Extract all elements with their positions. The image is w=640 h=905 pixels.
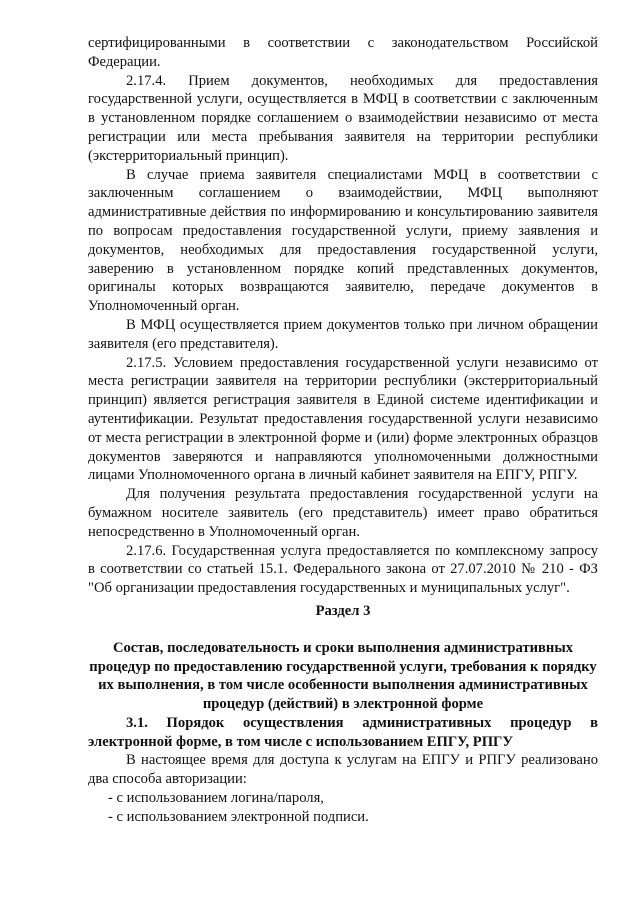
paragraph-2-17-5: 2.17.5. Условием предоставления государственной услуги независимо от места регистрации заявителя на территории республики (экстерриториальный принцип) является регистрация заявителя в Единой системе идентификации и аутентификации. Результат предоставления государственной услуги независимо от места регистрации в электронной форме и (или) форме электронных образцов документов заверяются и направляются уполномоченными должностными лицами Уполномоченного органа в личный кабинет заявителя на ЕПГУ, РПГУ. xyxy=(88,354,598,484)
section-heading: Состав, последовательность и сроки выполнения административных процедур по предоставлению государственной услуги, требования к порядку их выполнения, в том числе особенности выполнения административных процедур (действий) в электронной форме xyxy=(89,639,597,713)
paragraph-mfc-reception: В случае приема заявителя специалистами МФЦ в соответствии с заключенным соглашением о взаимодействии, МФЦ выполняют административные действия по информированию и консультированию заявителя по вопросам предоставления государственной услуги, приему заявления и документов, необходимых для предоставления государственной услуги, заверению в установленном порядке копий представленных документов, оригиналы которых возвращаются заявителю, передаче документов в Уполномоченный орган. xyxy=(88,166,598,315)
document-page xyxy=(88,34,598,827)
paragraph-paper-result: Для получения результата предоставления государственной услуги на бумажном носителе заявитель (его представитель) имеет право обратиться непосредственно в Уполномоченный орган. xyxy=(88,486,598,540)
paragraph-personal-appeal: В МФЦ осуществляется прием документов только при личном обращении заявителя (его представителя). xyxy=(88,316,598,352)
paragraph-2-17-6: 2.17.6. Государственная услуга предоставляется по комплексному запросу в соответствии со статьей 15.1. Федерального закона от 27.07.2010 № 210 - ФЗ "Об организации предоставления государственных и муниципальных услуг". xyxy=(88,542,598,597)
paragraph-2-17-4: 2.17.4. Прием документов, необходимых для предоставления государственной услуги, осуществляется в МФЦ в соответствии с заключенным в установленном порядке соглашением о взаимодействии независимо от места регистрации или места пребывания заявителя на территории республики (экстерриториальный принцип). xyxy=(88,72,598,164)
paragraph-authorization: В настоящее время для доступа к услугам на ЕПГУ и РПГУ реализовано два способа авторизации: xyxy=(88,752,598,788)
paragraph-certified: сертифицированными в соответствии с законодательством Российской Федерации. xyxy=(88,35,598,70)
section-title: Раздел 3 xyxy=(315,602,371,619)
list-item-signature: - с использованием электронной подписи. xyxy=(108,808,369,825)
list-item-login: - с использованием логина/пароля, xyxy=(108,790,324,807)
paragraph-3-1: 3.1. Порядок осуществления административных процедур в электронной форме, в том числе с использованием ЕПГУ, РПГУ xyxy=(88,714,598,750)
